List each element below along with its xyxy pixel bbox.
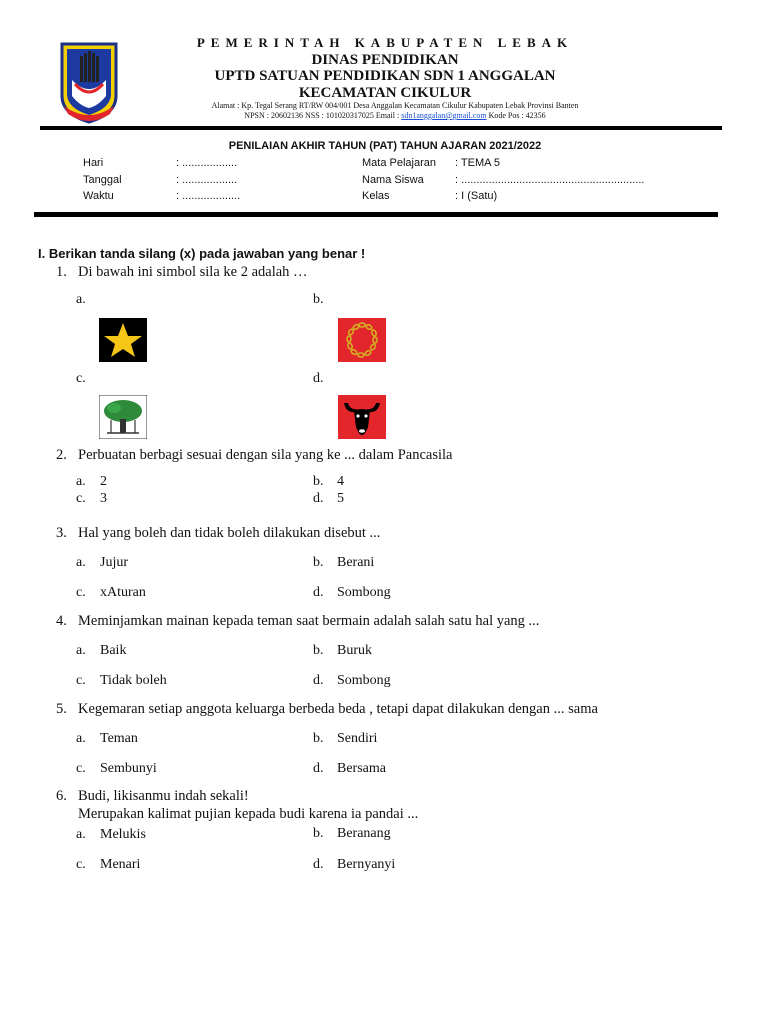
- option-text: Sombong: [337, 673, 391, 688]
- option-text: Baik: [100, 643, 127, 658]
- question-1: [56, 264, 308, 281]
- info-divider: [34, 212, 718, 217]
- option-text: Melukis: [100, 827, 146, 842]
- exam-title: PENILAIAN AKHIR TAHUN (PAT) TAHUN AJARAN 2021/2022: [228, 140, 542, 152]
- option-b[interactable]: [313, 643, 372, 659]
- option-letter: c.: [76, 585, 86, 600]
- option-text: Buruk: [337, 643, 372, 658]
- option-letter: b.: [313, 826, 324, 841]
- question-6: [56, 788, 249, 805]
- option-text: Sendiri: [337, 731, 378, 746]
- hari-value: : ..................: [176, 157, 238, 169]
- question-text: Perbuatan berbagi sesuai dengan sila yang ke ... dalam Pancasila: [78, 447, 453, 463]
- option-letter: a.: [76, 827, 86, 842]
- option-text: 4: [337, 474, 344, 489]
- question-number: 5.: [56, 701, 67, 717]
- option-b[interactable]: [313, 474, 344, 490]
- npsn-nss: NPSN : 20602136 NSS : 101020317025 Email :: [244, 111, 402, 120]
- option-c[interactable]: [76, 761, 157, 777]
- tanggal-label: Tanggal: [83, 174, 122, 186]
- question-6-line-2: Merupakan kalimat pujian kepada budi karena ia pandai ...: [78, 806, 419, 822]
- option-letter: a.: [76, 643, 86, 658]
- option-label[interactable]: b.: [313, 292, 324, 307]
- nama-value: : ............................................................: [455, 174, 645, 186]
- option-label[interactable]: a.: [76, 292, 86, 307]
- option-letter: d.: [313, 857, 324, 872]
- option-a[interactable]: [76, 643, 126, 659]
- question-text: Hal yang boleh dan tidak boleh dilakukan disebut ...: [78, 525, 381, 541]
- option-text: Berani: [337, 555, 375, 570]
- option-d[interactable]: [313, 761, 386, 777]
- option-b[interactable]: [313, 826, 391, 842]
- option-letter: a.: [76, 474, 86, 489]
- header-district: KECAMATAN CIKULUR: [298, 85, 472, 101]
- option-letter: c.: [76, 673, 86, 688]
- option-a[interactable]: [76, 827, 146, 843]
- option-text: Menari: [100, 857, 141, 872]
- option-letter: b.: [313, 555, 324, 570]
- question-text: Budi, likisanmu indah sekali!: [78, 788, 249, 804]
- question-2: [56, 447, 452, 464]
- question-number: 2.: [56, 447, 67, 463]
- option-d[interactable]: [313, 491, 344, 507]
- question-5: [56, 701, 598, 718]
- option-letter: d.: [313, 673, 324, 688]
- option-c[interactable]: [76, 491, 107, 507]
- header-divider: [40, 126, 722, 130]
- option-letter: d.: [313, 761, 324, 776]
- hari-label: Hari: [83, 157, 104, 169]
- section-instruction: I. Berikan tanda silang (x) pada jawaban yang benar !: [38, 246, 366, 261]
- option-text: 5: [337, 491, 344, 506]
- option-letter: c.: [76, 761, 86, 776]
- option-text: Bernyanyi: [337, 857, 396, 872]
- kelas-label: Kelas: [362, 190, 390, 202]
- option-c[interactable]: [76, 585, 146, 601]
- option-text: 3: [100, 491, 107, 506]
- header-address: Alamat : Kp. Tegal Serang RT/RW 004/001 Desa Anggalan Kecamatan Cikulur Kabupaten Lebak Provinsi Banten: [211, 101, 579, 110]
- option-text: 2: [100, 474, 107, 489]
- option-text: Tidak boleh: [100, 673, 167, 688]
- waktu-value: : ...................: [176, 190, 241, 202]
- option-letter: b.: [313, 643, 324, 658]
- nama-label: Nama Siswa: [362, 174, 424, 186]
- option-label[interactable]: c.: [76, 371, 86, 386]
- option-d[interactable]: [313, 673, 391, 689]
- question-number: 1.: [56, 264, 67, 280]
- option-text: Jujur: [100, 555, 128, 570]
- option-a[interactable]: [76, 474, 107, 490]
- option-a[interactable]: [76, 555, 128, 571]
- option-letter: a.: [76, 731, 86, 746]
- chain-icon: [338, 318, 386, 362]
- option-letter: a.: [76, 555, 86, 570]
- bull-head-icon: [338, 395, 386, 439]
- option-letter: d.: [313, 491, 324, 506]
- option-a[interactable]: [76, 731, 138, 747]
- option-d[interactable]: [313, 857, 395, 873]
- option-text: Sembunyi: [100, 761, 157, 776]
- question-text: Meminjamkan mainan kepada teman saat bermain adalah salah satu hal yang ...: [78, 613, 540, 629]
- star-icon: [99, 318, 147, 362]
- email-link[interactable]: sdn1anggalan@gmail.com: [401, 111, 487, 120]
- option-b[interactable]: [313, 731, 377, 747]
- option-d[interactable]: [313, 585, 391, 601]
- question-text: Kegemaran setiap anggota keluarga berbeda beda , tetapi dapat dilakukan dengan ... sama: [78, 701, 598, 717]
- question-3: [56, 525, 380, 542]
- option-letter: b.: [313, 731, 324, 746]
- kelas-value: : I (Satu): [455, 190, 498, 202]
- header-government: PEMERINTAH KABUPATEN LEBAK: [196, 35, 574, 50]
- option-text: Teman: [100, 731, 138, 746]
- waktu-label: Waktu: [83, 190, 114, 202]
- mapel-value: : TEMA 5: [455, 157, 501, 169]
- header-agency: DINAS PENDIDIKAN: [311, 52, 459, 68]
- option-text: Beranang: [337, 826, 391, 841]
- header-contact: [150, 111, 640, 120]
- postal-code: Kode Pos : 42356: [486, 111, 546, 120]
- tanggal-value: : ..................: [176, 174, 238, 186]
- option-c[interactable]: [76, 673, 167, 689]
- option-label[interactable]: d.: [313, 371, 324, 386]
- option-text: xAturan: [100, 585, 146, 600]
- question-number: 3.: [56, 525, 67, 541]
- option-text: Sombong: [337, 585, 391, 600]
- option-c[interactable]: [76, 857, 140, 873]
- question-number: 4.: [56, 613, 67, 629]
- option-letter: b.: [313, 474, 324, 489]
- option-letter: d.: [313, 585, 324, 600]
- question-4: [56, 613, 539, 630]
- banyan-tree-icon: [99, 395, 147, 439]
- option-b[interactable]: [313, 555, 374, 571]
- header-school: UPTD SATUAN PENDIDIKAN SDN 1 ANGGALAN: [214, 68, 556, 84]
- option-text: Bersama: [337, 761, 386, 776]
- option-letter: c.: [76, 491, 86, 506]
- question-number: 6.: [56, 788, 67, 804]
- regency-logo: [58, 40, 120, 124]
- option-letter: c.: [76, 857, 86, 872]
- mapel-label: Mata Pelajaran: [362, 157, 436, 169]
- question-text: Di bawah ini simbol sila ke 2 adalah …: [78, 264, 308, 280]
